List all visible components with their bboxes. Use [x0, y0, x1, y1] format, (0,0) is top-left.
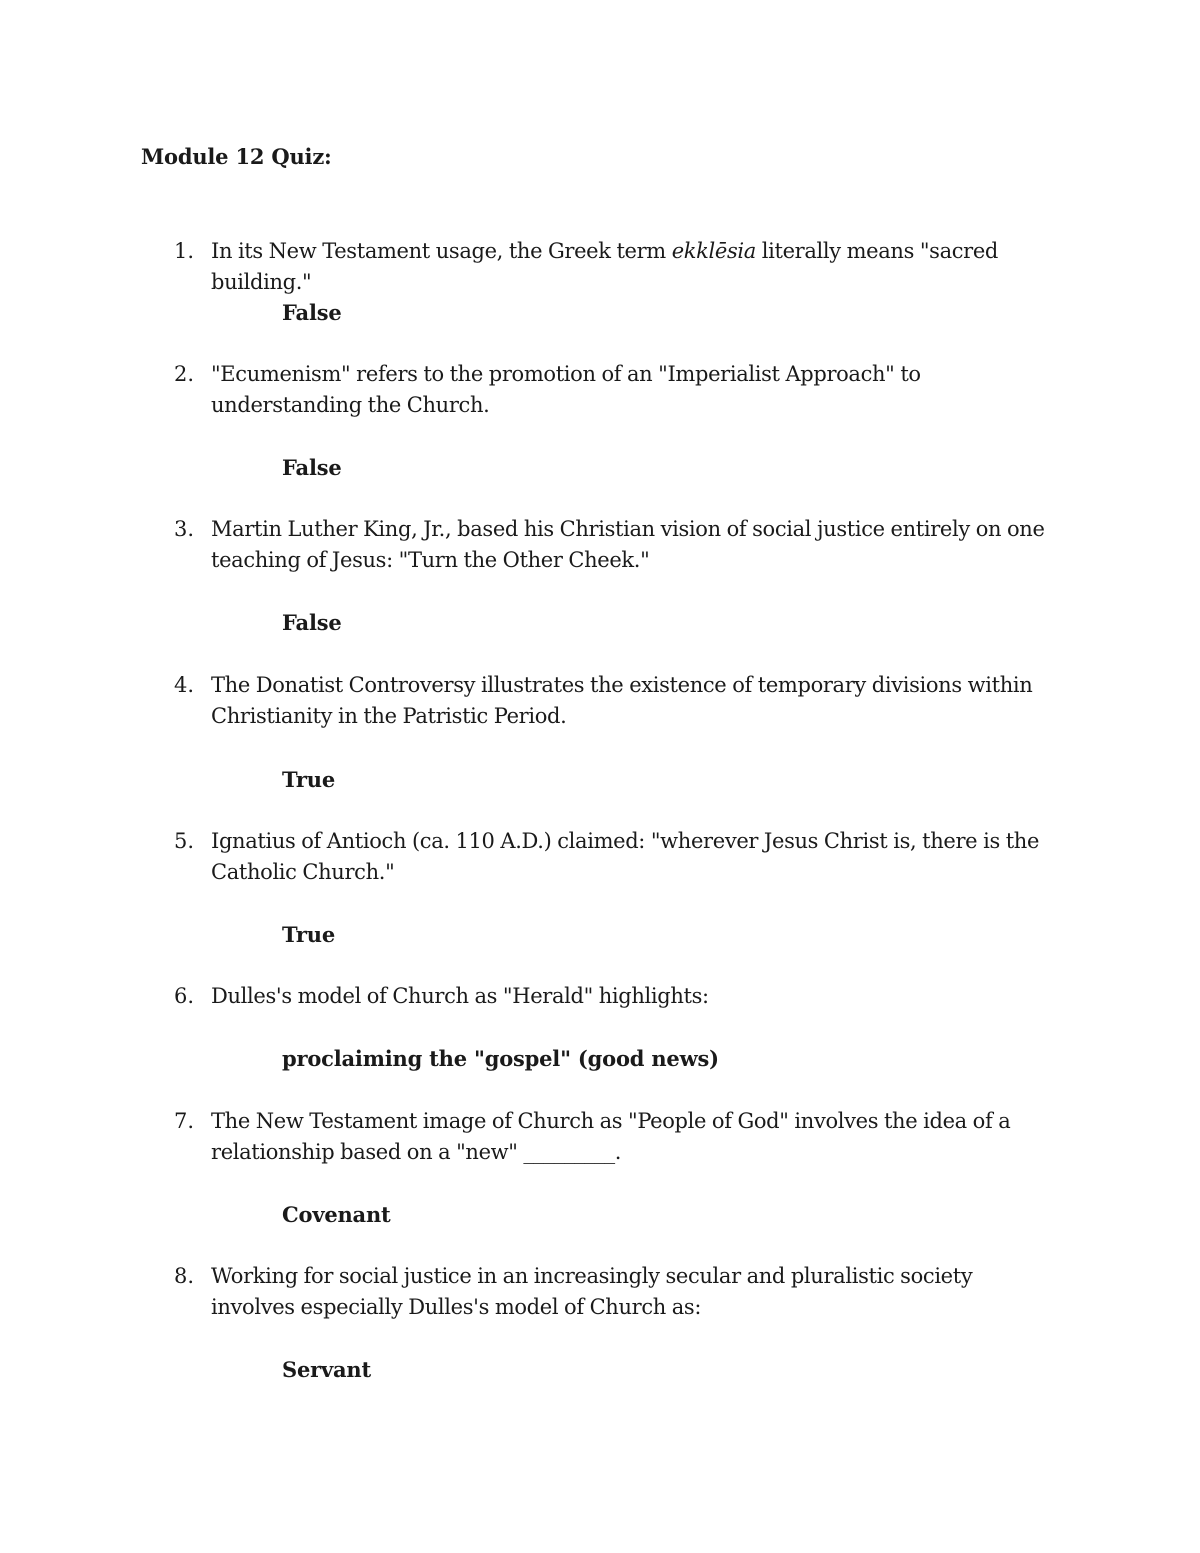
- question-text: [211, 236, 1056, 298]
- answer-text: False: [282, 300, 342, 325]
- question-number: 7.: [174, 1109, 195, 1133]
- question-text: Martin Luther King, Jr., based his Christian vision of social justice entirely on one teaching of Jesus: "Turn the Other Cheek.": [211, 517, 1045, 572]
- question-text: "Ecumenism" refers to the promotion of an "Imperialist Approach" to understanding the Church.: [211, 362, 921, 417]
- answer-text: False: [282, 455, 342, 480]
- greek-term: ekklēsia: [671, 239, 756, 263]
- question-text: Dulles's model of Church as "Herald" highlights:: [211, 984, 709, 1008]
- question-number: 6.: [174, 984, 195, 1008]
- answer-text: False: [282, 610, 342, 635]
- question-text: The New Testament image of Church as "People of God" involves the idea of a relationship based on a "new" _________.: [211, 1109, 1011, 1164]
- question-text: Ignatius of Antioch (ca. 110 A.D.) claimed: "wherever Jesus Christ is, there is the Catholic Church.": [211, 829, 1040, 884]
- question-number: 5.: [174, 829, 195, 853]
- question-number: 4.: [174, 673, 195, 697]
- question-text: Working for social justice in an increasingly secular and pluralistic society involves especially Dulles's model of Church as:: [211, 1264, 973, 1319]
- answer-text: True: [282, 922, 335, 947]
- question-number: 2.: [174, 362, 195, 386]
- answer-text: Servant: [282, 1357, 371, 1382]
- answer-text: True: [282, 767, 335, 792]
- question-text: The Donatist Controversy illustrates the existence of temporary divisions within Christianity in the Patristic Period.: [211, 673, 1033, 728]
- question-text-end: literally means "sacred building.": [211, 239, 999, 294]
- question-number: 8.: [174, 1264, 195, 1288]
- answer-text: proclaiming the "gospel" (good news): [282, 1046, 719, 1071]
- question-number: 1.: [174, 239, 195, 263]
- page-title: Module 12 Quiz:: [141, 144, 332, 169]
- question-number: 3.: [174, 517, 195, 541]
- answer-text: Covenant: [282, 1202, 391, 1227]
- question-text-start: In its New Testament usage, the Greek term: [211, 239, 672, 263]
